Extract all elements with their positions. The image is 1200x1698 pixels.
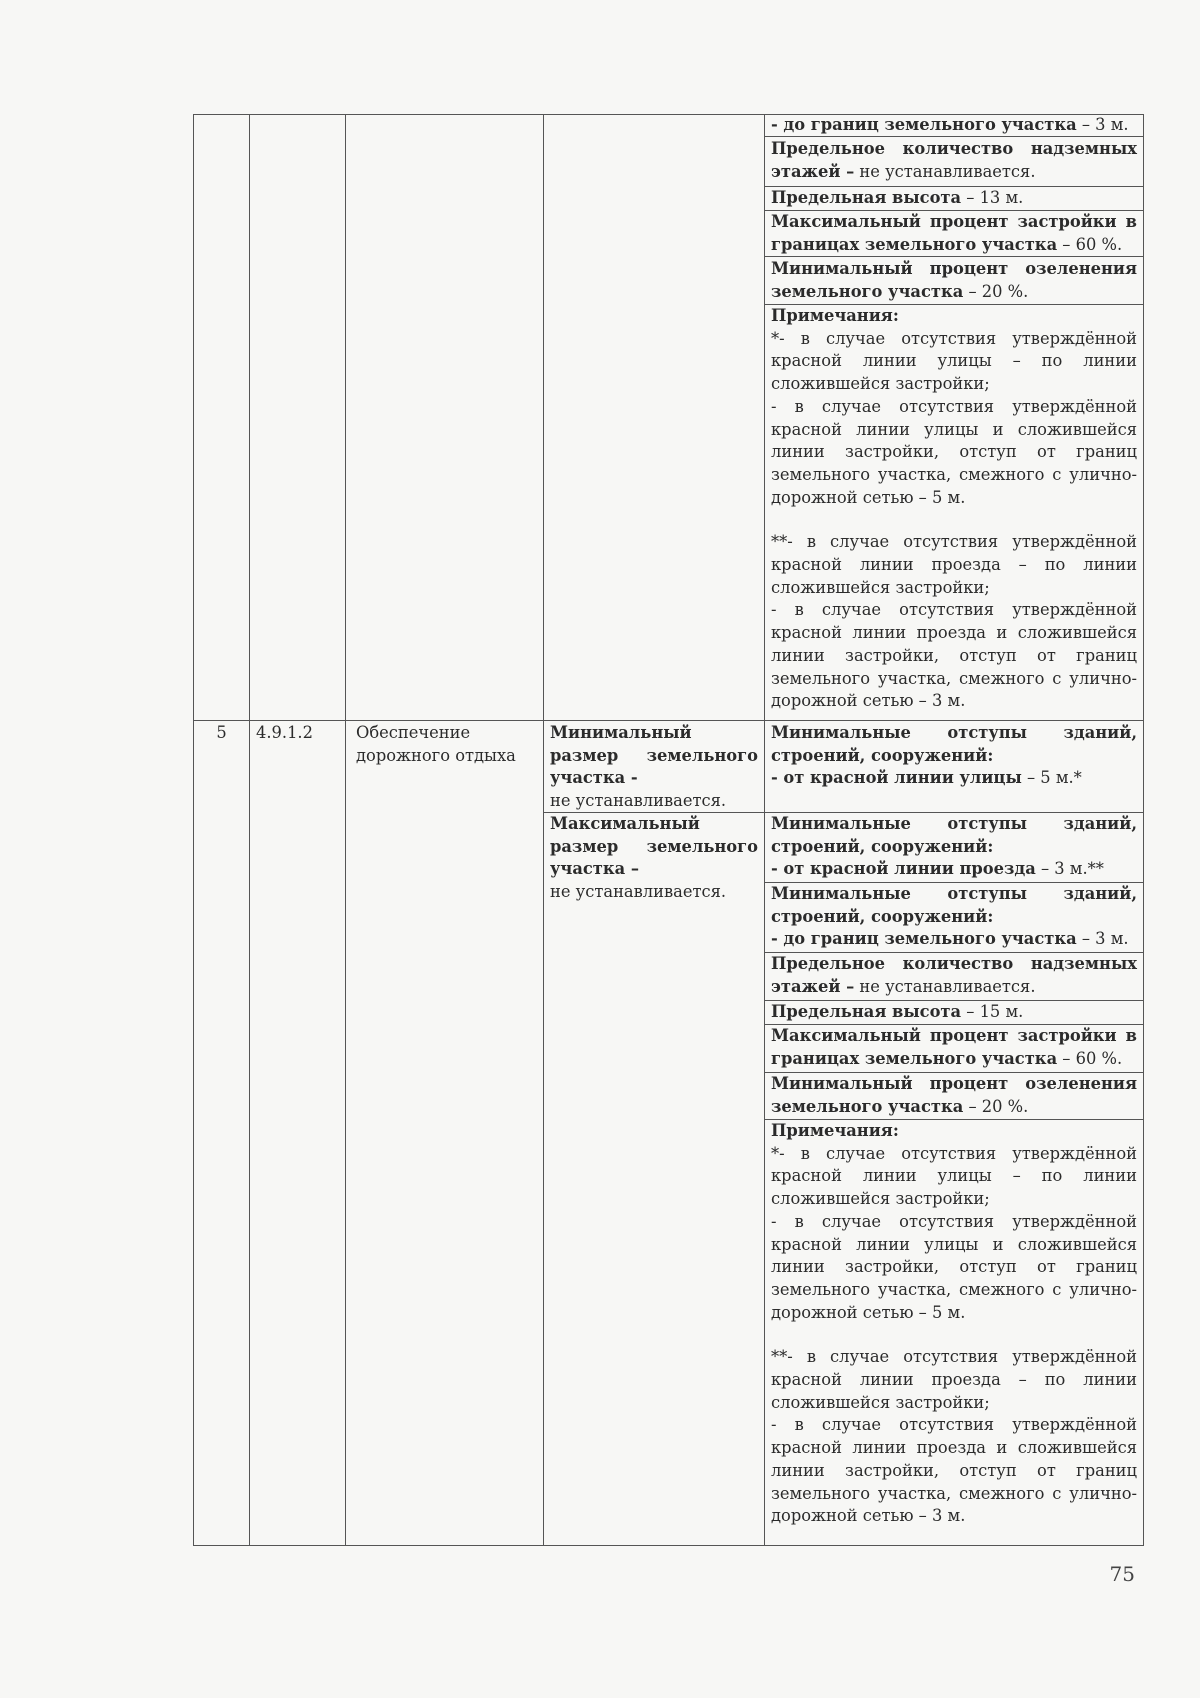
column-divider bbox=[249, 114, 250, 1546]
notes-title: Примечания: bbox=[771, 1121, 899, 1140]
param-cell bbox=[765, 187, 1143, 210]
size-label: Максимальный размер земельного участка – bbox=[550, 814, 758, 879]
param-label: - от красной линии проезда bbox=[771, 859, 1036, 879]
param-label: Максимальный процент застройки в границах земельного участка bbox=[771, 212, 1137, 254]
note-item: **- в случае отсутствия утверждённой красной линии проезда – по линии сложившейся застройки; bbox=[771, 532, 1137, 597]
param-heading: Минимальные отступы зданий, строений, сооружений: bbox=[771, 814, 1137, 856]
param-cell bbox=[765, 953, 1143, 998]
size-value: не устанавливается. bbox=[550, 882, 727, 902]
param-heading: Минимальные отступы зданий, строений, сооружений: bbox=[771, 884, 1137, 926]
note-item: - в случае отсутствия утверждённой красной линии улицы и сложившейся линии застройки, отступ от границ земельного участка, смежного с улично-дорожной сетью – 5 м. bbox=[771, 1211, 1137, 1322]
size-label: Минимальный размер земельного участка - bbox=[550, 723, 758, 788]
row-number: 5 bbox=[216, 723, 227, 742]
param-value: – 60 %. bbox=[1057, 1048, 1123, 1068]
size-value: не устанавливается. bbox=[550, 791, 727, 811]
column-divider bbox=[345, 114, 346, 1546]
param-label: - до границ земельного участка bbox=[771, 115, 1077, 134]
param-value: – 5 м.* bbox=[1021, 768, 1082, 788]
param-value: – 3 м.** bbox=[1035, 859, 1104, 879]
param-label: - до границ земельного участка bbox=[771, 929, 1077, 949]
note-item: - в случае отсутствия утверждённой красной линии проезда и сложившейся линии застройки, отступ от границ земельного участка, смежного с улично-дорожной сетью – 3 м. bbox=[771, 1415, 1137, 1526]
notes-cell bbox=[765, 1120, 1143, 1528]
param-value: не устанавливается. bbox=[854, 976, 1036, 996]
param-cell bbox=[765, 211, 1143, 256]
column-divider bbox=[1143, 114, 1144, 1546]
notes-title: Примечания: bbox=[771, 306, 899, 325]
param-cell bbox=[765, 1025, 1143, 1070]
param-cell bbox=[765, 883, 1143, 951]
param-value: – 3 м. bbox=[1076, 929, 1129, 949]
row-code: 4.9.1.2 bbox=[256, 723, 313, 742]
note-item: **- в случае отсутствия утверждённой красной линии проезда – по линии сложившейся застройки; bbox=[771, 1347, 1137, 1412]
param-cell bbox=[765, 722, 1143, 790]
param-value: – 3 м. bbox=[1076, 115, 1129, 134]
param-value: – 20 %. bbox=[963, 1096, 1029, 1116]
note-item: *- в случае отсутствия утверждённой красной линии улицы – по линии сложившейся застройки; bbox=[771, 328, 1137, 394]
param-label: Минимальный процент озеленения земельного участка bbox=[771, 1074, 1137, 1116]
param-cell bbox=[765, 138, 1143, 183]
row-name: Обеспечение дорожного отдыха bbox=[356, 723, 516, 765]
param-label: Максимальный процент застройки в границах земельного участка bbox=[771, 1026, 1137, 1068]
row-divider bbox=[193, 720, 1144, 721]
param-cell bbox=[765, 258, 1143, 303]
param-cell bbox=[765, 813, 1143, 881]
param-label: Предельная высота bbox=[771, 1002, 962, 1021]
param-label: Минимальный процент озеленения земельного участка bbox=[771, 259, 1137, 301]
page-number: 75 bbox=[1109, 1562, 1135, 1586]
param-heading: Минимальные отступы зданий, строений, сооружений: bbox=[771, 723, 1137, 765]
param-cell bbox=[765, 1073, 1143, 1118]
note-item: - в случае отсутствия утверждённой красной линии проезда и сложившейся линии застройки, отступ от границ земельного участка, смежного с улично-дорожной сетью – 3 м. bbox=[771, 600, 1137, 711]
note-item: - в случае отсутствия утверждённой красной линии улицы и сложившейся линии застройки, отступ от границ земельного участка, смежного с улично-дорожной сетью – 5 м. bbox=[771, 396, 1137, 507]
param-cell bbox=[765, 114, 1143, 137]
notes-cell bbox=[765, 305, 1143, 713]
param-label: Предельное количество надземных этажей – bbox=[771, 954, 1137, 996]
param-value: – 13 м. bbox=[961, 188, 1024, 207]
param-value: – 20 %. bbox=[963, 281, 1029, 301]
max-size-cell bbox=[544, 813, 764, 904]
param-label: - от красной линии улицы bbox=[771, 768, 1022, 788]
param-label: Предельная высота bbox=[771, 188, 962, 207]
param-value: – 15 м. bbox=[961, 1002, 1024, 1021]
param-value: не устанавливается. bbox=[854, 161, 1036, 181]
note-item: *- в случае отсутствия утверждённой красной линии улицы – по линии сложившейся застройки; bbox=[771, 1143, 1137, 1209]
param-value: – 60 %. bbox=[1057, 234, 1123, 254]
param-label: Предельное количество надземных этажей – bbox=[771, 139, 1137, 181]
param-cell bbox=[765, 1001, 1143, 1024]
min-size-cell bbox=[544, 722, 764, 813]
